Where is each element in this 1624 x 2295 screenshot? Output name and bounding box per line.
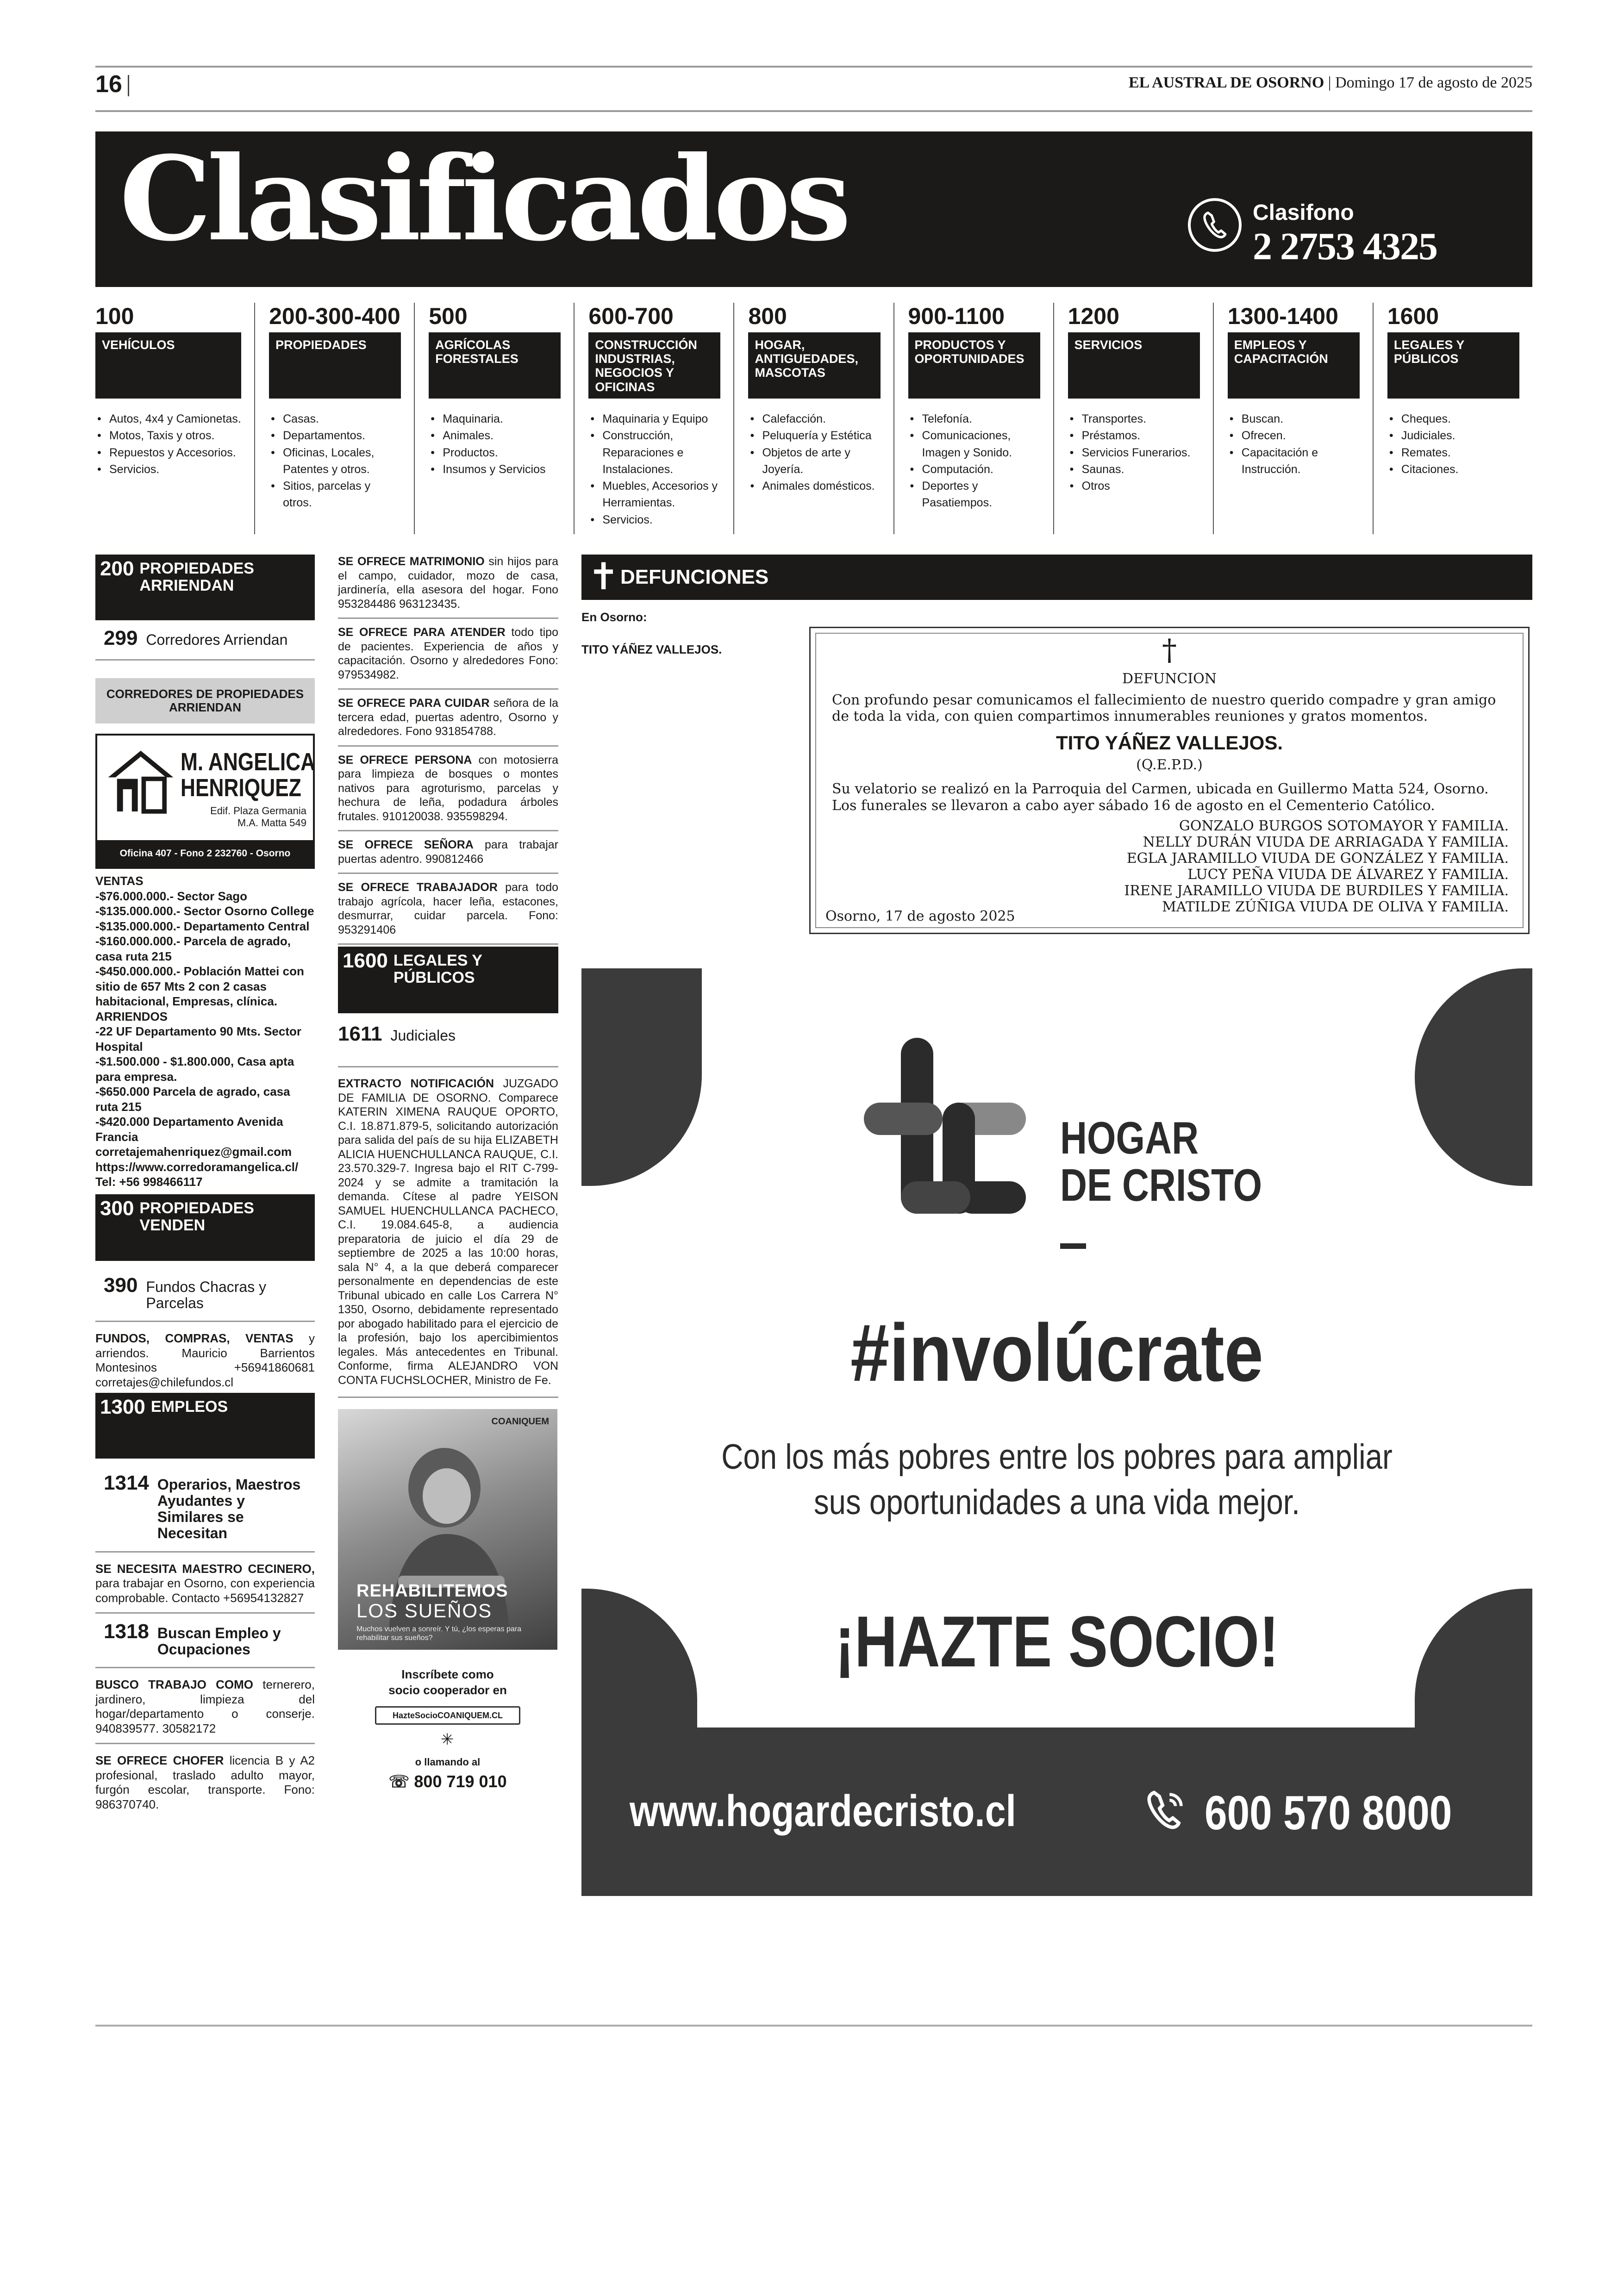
hogar-de-cristo-name-2: DE CRISTO	[1060, 1160, 1262, 1210]
section-title: PROPIEDADES ARRIENDAN	[139, 560, 254, 595]
classified-ad: FUNDOS, COMPRAS, VENTAS y arriendos. Mauricio Barrientos Montesinos +56941860681 corretajes@chilefundos.cl	[95, 1331, 315, 1390]
category-item: • Ofrecen.	[1228, 427, 1360, 444]
category-item: • Deportes y Pasatiempos.	[908, 478, 1040, 511]
category-number: 500	[429, 303, 468, 329]
classified-ad: SE NECESITA MAESTRO CECINERO, para trabajar en Osorno, con experiencia comprobable. Contacto +56954132827	[95, 1553, 315, 1614]
category-item: • Citaciones.	[1387, 461, 1519, 478]
obituary-date: Osorno, 17 de agosto 2025	[825, 908, 1015, 924]
logo-dash	[1060, 1243, 1086, 1249]
category-item: • Remates.	[1387, 444, 1519, 461]
qepd: (Q.E.P.D.)	[1136, 757, 1203, 773]
defunciones-title: DEFUNCIONES	[620, 566, 769, 588]
coaniquem-signup-button[interactable]: HazteSocioCOANIQUEM.CL	[375, 1706, 520, 1725]
category-number: 100	[95, 303, 134, 329]
classified-ad: SE OFRECE PARA ATENDER todo tipo de pacientes. Experiencia de años y capacitación. Osorno y alrededores Fono: 979534982.	[338, 619, 558, 690]
coaniquem-line-3: o llamando al	[415, 1756, 481, 1768]
house-logo-icon	[104, 745, 178, 819]
category-label: SERVICIOS	[1068, 332, 1200, 399]
hashtag: #involúcrate	[850, 1308, 1263, 1398]
hazte-socio-cta: ¡HAZTE SOCIO!	[835, 1602, 1279, 1682]
category-items	[908, 411, 1040, 511]
hogar-de-cristo-footer	[581, 1727, 1532, 1896]
listing-line: -$1.500.000 - $1.800.000, Casa apta para empresa.	[95, 1054, 294, 1084]
website-link[interactable]: www.hogardecristo.cl	[630, 1786, 1016, 1836]
coaniquem-line-1: Inscríbete como	[401, 1667, 494, 1681]
category-item: • Construcción, Reparaciones e Instalaciones.	[588, 427, 720, 478]
broker-footer: Oficina 407 - Fono 2 232760 - Osorno	[97, 840, 313, 867]
listing-line: -$650.000 Parcela de agrado, casa ruta 215	[95, 1085, 290, 1114]
category-item: • Departamentos.	[269, 427, 401, 444]
newspaper-date: EL AUSTRAL DE OSORNO | Domingo 17 de agosto de 2025	[1128, 74, 1532, 91]
section-header-1300	[95, 1393, 315, 1459]
category-item: • Computación.	[908, 461, 1040, 478]
listing-line: -$135.000.000.- Sector Osorno College	[95, 904, 314, 918]
obituary-signer: EGLA JARAMILLO VIUDA DE GONZÁLEZ Y FAMILIA.	[1126, 850, 1509, 867]
click-icon: ✳	[441, 1730, 454, 1749]
category-item: • Animales domésticos.	[748, 478, 880, 494]
category-number: 1600	[1387, 303, 1439, 329]
decor-shape	[1415, 968, 1532, 1186]
section-header-200	[95, 555, 315, 620]
column-services	[338, 555, 558, 1807]
listing-line: Tel: +56 998466117	[95, 1175, 203, 1189]
category-item: • Telefonía.	[908, 411, 1040, 427]
section-header-300	[95, 1194, 315, 1261]
category-column	[1054, 303, 1214, 534]
hogar-de-cristo-ad	[581, 968, 1532, 1896]
category-column	[255, 303, 415, 534]
subsection-number: 1318	[104, 1620, 149, 1643]
section-title: PROPIEDADES VENDEN	[139, 1199, 254, 1234]
broker-listings	[95, 873, 315, 1190]
listing-line: -22 UF Departamento 90 Mts. Sector Hospital	[95, 1024, 302, 1054]
subsection-299	[95, 620, 315, 661]
category-item: • Préstamos.	[1068, 427, 1200, 444]
subsection-390	[95, 1261, 315, 1322]
coaniquem-phone: ☏ 800 719 010	[388, 1772, 507, 1791]
category-item: • Peluquería y Estética	[748, 427, 880, 444]
category-column	[1214, 303, 1374, 534]
subsection-title: Corredores Arriendan	[146, 631, 288, 648]
defunciones-place: En Osorno:	[581, 610, 647, 624]
cross-icon: ✝	[588, 555, 619, 598]
cross-icon: †	[1162, 633, 1177, 667]
category-item: • Otros	[1068, 478, 1200, 494]
category-column	[575, 303, 734, 534]
page-header	[95, 66, 1532, 112]
category-item: • Casas.	[269, 411, 401, 427]
coaniquem-ad	[338, 1409, 558, 1807]
category-number: 200-300-400	[269, 303, 400, 329]
phone-icon	[1143, 1787, 1189, 1833]
category-items	[1387, 411, 1519, 478]
listing-line: -$160.000.000.- Parcela de agrado, casa ruta 215	[95, 934, 291, 963]
category-label: CONSTRUCCIÓN INDUSTRIAS, NEGOCIOS Y OFICINAS	[588, 332, 720, 399]
category-number: 900-1100	[908, 303, 1005, 329]
category-number: 1300-1400	[1227, 303, 1338, 329]
category-item: • Servicios.	[95, 461, 241, 478]
legal-notice: EXTRACTO NOTIFICACIÓN JUZGADO DE FAMILIA DE OSORNO. Comparece KATERIN XIMENA RAUQUE OPORTO, C.I. 18.871.879-5, solicitando autorización para salida del país de su hija ELIZABETH ALICIA HUENCHULLANCA RAUQUE, C.I. 23.570.329-7. Ingresa bajo el RIT C-799-2024 y se admite a tramitación la demanda. Cítese al padre YEISON SAMUEL HUENCHULLANCA PACHECO, C.I. 19.084.645-8, a audiencia preparatoria de juicio el día 29 de septiembre de 2025 a las 10:00 horas, sala N° 4, a la que deberá comparecer personalmente en dependencias de este Tribunal ubicado en calle Los Carrera N° 1350, Osorno, debidamente representado por abogado habilitado para el ejercicio de la profesión, bajo los apercibimientos legales. Más antecedentes en Tribunal. Conforme, firma ALEJANDRO VON CONTA FUCHSLOCHER, Ministro de Fe.	[338, 1066, 558, 1398]
clasifono-number: 2 2753 4325	[1253, 225, 1437, 268]
defunciones-listing: TITO YÁÑEZ VALLEJOS.	[581, 642, 722, 656]
classified-ad: BUSCO TRABAJO COMO ternerero, jardinero, limpieza del hogar/departamento o conserje. 940839577. 30582172	[95, 1668, 315, 1744]
category-item: • Calefacción.	[748, 411, 880, 427]
hogar-de-cristo-name-1: HOGAR	[1060, 1112, 1199, 1163]
category-item: • Muebles, Accesorios y Herramientas.	[588, 478, 720, 511]
brokers-label: CORREDORES DE PROPIEDADES ARRIENDAN	[95, 678, 315, 723]
coaniquem-line-2: socio cooperador en	[388, 1683, 507, 1697]
category-item: • Animales.	[429, 427, 561, 444]
section-number: 300	[100, 1197, 134, 1220]
ad-message-2: sus oportunidades a una vida mejor.	[813, 1483, 1300, 1522]
category-items	[1068, 411, 1200, 494]
column-properties	[95, 555, 315, 1815]
category-item: • Sitios, parcelas y otros.	[269, 478, 401, 511]
subsection-title: Fundos Chacras y Parcelas	[146, 1278, 267, 1311]
category-items	[429, 411, 561, 478]
classified-ad: SE OFRECE MATRIMONIO sin hijos para el campo, cuidador, mozo de casa, jardinería, ella asesora del hogar. Fono 953284486 963123435.	[338, 555, 558, 619]
obituary-notice	[809, 627, 1530, 934]
clasificados-banner	[95, 131, 1532, 287]
listing-line: https://www.corredoramangelica.cl/	[95, 1160, 299, 1174]
category-items	[748, 411, 880, 494]
category-item: • Oficinas, Locales, Patentes y otros.	[269, 444, 401, 478]
obituary-frame	[815, 633, 1524, 928]
page-number: 16	[95, 70, 129, 98]
subsection-number: 390	[104, 1273, 138, 1297]
subsection-title: Judiciales	[390, 1027, 456, 1044]
category-item: • Servicios Funerarios.	[1068, 444, 1200, 461]
coaniquem-logo: COANIQUEM	[491, 1416, 549, 1427]
listing-line: corretajemahenriquez@gmail.com	[95, 1145, 292, 1159]
banner-title: Clasificados	[119, 131, 847, 267]
classified-ad: SE OFRECE CHOFER licencia B y A2 profesional, traslado adulto mayor, furgón escolar, transporte. Fono: 986370740.	[95, 1753, 315, 1812]
section-header-1600	[338, 947, 558, 1013]
category-items	[269, 411, 401, 511]
category-number: 600-700	[588, 303, 674, 329]
coaniquem-headline-1: REHABILITEMOS	[356, 1581, 508, 1601]
section-number: 1600	[343, 949, 388, 972]
obituary-signer: NELLY DURÁN VIUDA DE ARRIAGADA Y FAMILIA.	[1143, 834, 1509, 851]
category-items	[95, 411, 241, 478]
classified-ad: SE OFRECE PERSONA con motosierra para limpieza de bosques o montes nativos para agroturismo, parcelas y hechura de leña, podadura árboles frutales. 910120038. 935598294.	[338, 747, 558, 832]
newspaper-name: EL AUSTRAL DE OSORNO	[1128, 74, 1324, 91]
category-label: PRODUCTOS Y OPORTUNIDADES	[908, 332, 1040, 399]
category-label: AGRÍCOLAS FORESTALES	[429, 332, 561, 399]
obituary-heading: DEFUNCION	[1122, 671, 1217, 687]
subsection-1314	[95, 1459, 315, 1553]
category-label: VEHÍCULOS	[95, 332, 241, 399]
category-item: • Saunas.	[1068, 461, 1200, 478]
category-index	[95, 303, 1532, 534]
category-item: • Maquinaria y Equipo	[588, 411, 720, 427]
obituary-text: Con profundo pesar comunicamos el fallecimiento de nuestro querido compadre y gran amigo de toda la vida, con quien compartimos innumerables reuniones y gratos momentos.	[832, 692, 1496, 725]
obituary-signer: MATILDE ZÚÑIGA VIUDA DE OLIVA Y FAMILIA.	[1162, 899, 1509, 916]
defunciones-header	[581, 555, 1532, 600]
subsection-title: Buscan Empleo y Ocupaciones	[157, 1624, 281, 1658]
category-items	[1228, 411, 1360, 478]
subsection-1318	[95, 1614, 315, 1668]
obituary-signers	[1124, 818, 1509, 916]
hogar-de-cristo-phone: 600 570 8000	[1205, 1786, 1452, 1840]
broker-address-2: M.A. Matta 549	[237, 817, 306, 829]
subsection-number: 299	[104, 627, 138, 649]
subsection-title: Operarios, Maestros Ayudantes y Similares se Necesitan	[157, 1476, 301, 1542]
section-title: LEGALES Y PÚBLICOS	[393, 952, 482, 987]
category-label: EMPLEOS Y CAPACITACIÓN	[1228, 332, 1360, 399]
subsection-number: 1314	[104, 1471, 149, 1494]
category-item: • Comunicaciones, Imagen y Sonido.	[908, 427, 1040, 461]
issue-date: Domingo 17 de agosto de 2025	[1335, 74, 1532, 91]
listing-line: ARRIENDOS	[95, 1009, 168, 1023]
listing-line: -$76.000.000.- Sector Sago	[95, 889, 248, 903]
category-column	[415, 303, 575, 534]
category-item: • Repuestos y Accesorios.	[95, 444, 241, 461]
coaniquem-photo	[338, 1409, 557, 1650]
category-item: • Capacitación e Instrucción.	[1228, 444, 1360, 478]
listing-line: -$450.000.000.- Población Mattei con sitio de 657 Mts 2 con 2 casas habitacional, Empresas, clínica.	[95, 964, 304, 1008]
ad-message-1: Con los más pobres entre los pobres para ampliar	[721, 1437, 1393, 1477]
obituary-velatorio: Su velatorio se realizó en la Parroquia del Carmen, ubicada en Guillermo Matta 524, Osorno. Los funerales se llevaron a cabo ayer sábado 16 de agosto en el Cementerio Católico.	[832, 781, 1489, 814]
obituary-signer: IRENE JARAMILLO VIUDA DE BURDILES Y FAMILIA.	[1124, 883, 1509, 899]
category-item: • Servicios.	[588, 511, 720, 528]
category-item: • Motos, Taxis y otros.	[95, 427, 241, 444]
category-label: LEGALES Y PÚBLICOS	[1387, 332, 1519, 399]
deceased-name: TITO YÁÑEZ VALLEJOS.	[1056, 732, 1283, 754]
broker-name-2: HENRIQUEZ	[181, 774, 301, 802]
decor-shape	[581, 968, 702, 1186]
coaniquem-headline-2: LOS SUEÑOS	[356, 1600, 493, 1621]
category-item: • Autos, 4x4 y Camionetas.	[95, 411, 241, 427]
listing-line: -$420.000 Departamento Avenida Francia	[95, 1115, 283, 1144]
listing-line: -$135.000.000.- Departamento Central	[95, 919, 310, 933]
phone-icon	[1188, 198, 1242, 252]
hogar-de-cristo-logo-icon	[864, 1029, 1026, 1214]
category-items	[588, 411, 720, 528]
category-item: • Buscan.	[1228, 411, 1360, 427]
broker-ad	[95, 734, 315, 869]
category-label: PROPIEDADES	[269, 332, 401, 399]
subsection-1611	[338, 1013, 558, 1066]
obituary-signer: LUCY PEÑA VIUDA DE ÁLVAREZ Y FAMILIA.	[1187, 867, 1509, 883]
bottom-rule	[95, 2025, 1532, 2027]
section-title: EMPLEOS	[150, 1397, 228, 1416]
category-label: HOGAR, ANTIGUEDADES, MASCOTAS	[748, 332, 880, 399]
category-item: • Cheques.	[1387, 411, 1519, 427]
category-column	[894, 303, 1054, 534]
section-number: 1300	[100, 1395, 145, 1418]
classified-ad: SE OFRECE TRABAJADOR para todo trabajo agrícola, hacer leña, estacones, desmurrar, cuidar parcela. Fono: 953291406	[338, 874, 558, 945]
category-column	[95, 303, 255, 534]
category-item: • Maquinaria.	[429, 411, 561, 427]
category-item: • Insumos y Servicios	[429, 461, 561, 478]
section-number: 200	[100, 557, 134, 580]
classified-ad: SE OFRECE PARA CUIDAR señora de la tercera edad, puertas adentro, Osorno y alrededores. Fono 931854788.	[338, 690, 558, 747]
phone-icon: ☏	[388, 1772, 414, 1791]
broker-address-1: Edif. Plaza Germania	[210, 805, 306, 817]
category-column	[1374, 303, 1532, 534]
obituary-signer: GONZALO BURGOS SOTOMAYOR Y FAMILIA.	[1179, 818, 1509, 834]
clasifono-label: Clasifono	[1253, 200, 1354, 225]
category-column	[734, 303, 894, 534]
category-number: 1200	[1068, 303, 1119, 329]
category-item: • Judiciales.	[1387, 427, 1519, 444]
category-item: • Transportes.	[1068, 411, 1200, 427]
broker-name-1: M. ANGELICA	[181, 748, 316, 776]
classified-ad: SE OFRECE SEÑORA para trabajar puertas adentro. 990812466	[338, 831, 558, 874]
category-item: • Productos.	[429, 444, 561, 461]
subsection-number: 1611	[338, 1023, 382, 1045]
category-item: • Objetos de arte y Joyería.	[748, 444, 880, 478]
listing-line: VENTAS	[95, 874, 144, 888]
category-number: 800	[748, 303, 787, 329]
coaniquem-subtext: Muchos vuelven a sonreír. Y tú, ¿los esperas para rehabilitar sus sueños?	[356, 1625, 522, 1642]
services-ads	[338, 555, 558, 945]
